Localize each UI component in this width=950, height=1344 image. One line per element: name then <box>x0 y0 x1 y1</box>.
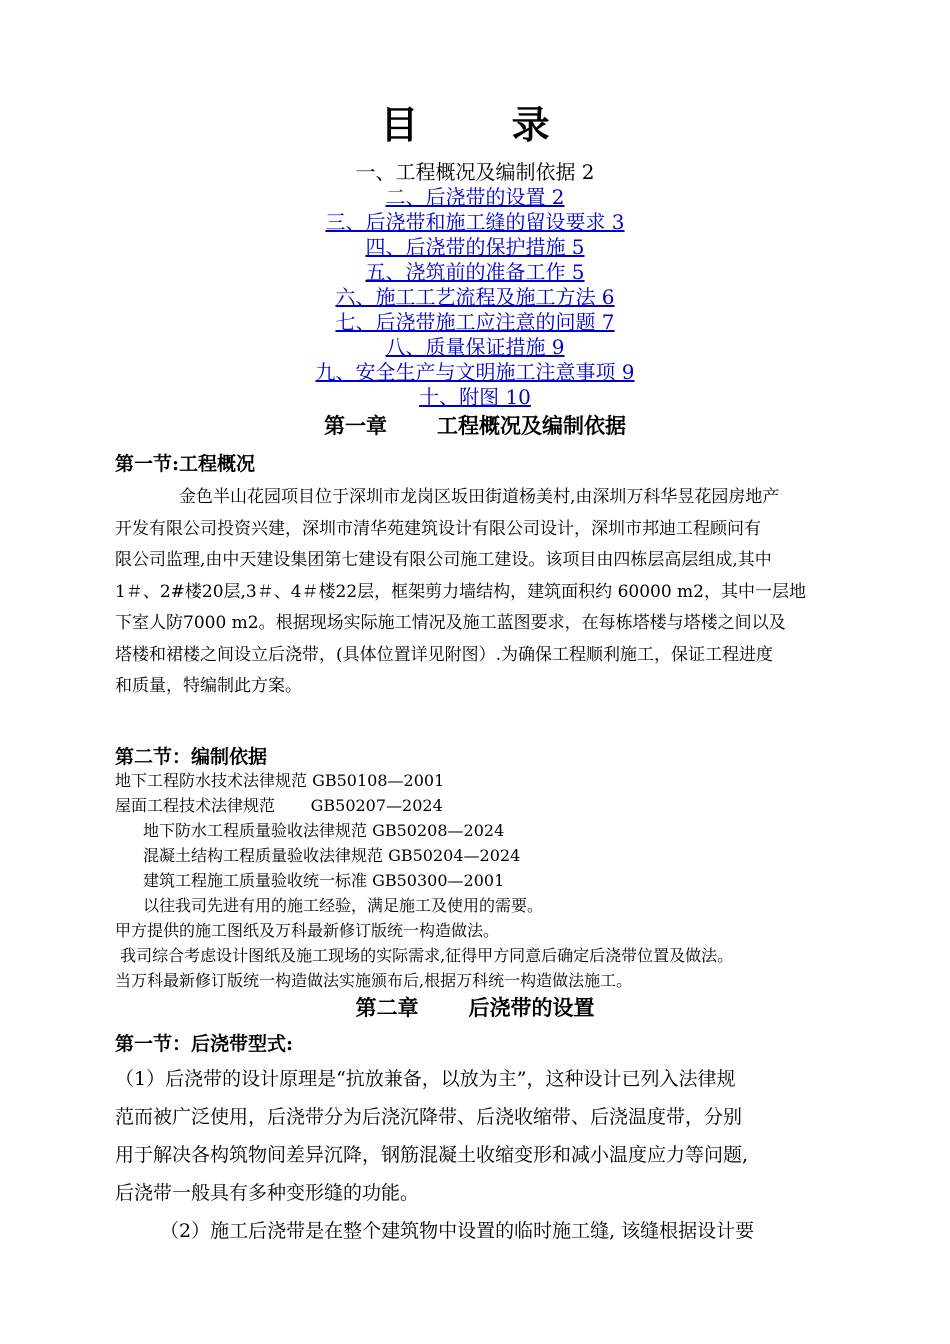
section-heading: 第一节：后浇带型式: <box>115 1033 294 1055</box>
basis-item: 我司综合考虑设计图纸及施工现场的实际需求,征得甲方同意后确定后浇带位置及做法。 <box>115 946 734 965</box>
basis-item: 当万科最新修订版统一构造做法实施颁布后,根据万科统一构造做法施工。 <box>115 971 633 990</box>
paragraph-line: 限公司监理,由中天建设集团第七建设有限公司施工建设。该项目由四栋层高层组成,其中 <box>115 550 772 570</box>
toc-link[interactable]: 五、浇筑前的准备工作 5 <box>365 260 585 284</box>
toc-link[interactable]: 二、后浇带的设置 2 <box>385 185 565 209</box>
paragraph-line: 范而被广泛使用，后浇带分为后浇沉降带、后浇收缩带、后浇温度带，分别 <box>115 1106 743 1128</box>
paragraph-line: 金色半山花园项目位于深圳市龙岗区坂田街道杨美村,由深圳万科华昱花园房地产 <box>179 487 780 507</box>
overview-paragraph <box>115 482 860 703</box>
paragraph-line: 1＃、2#楼20层,3＃、4＃楼22层，框架剪力墙结构，建筑面积约 60000 m2，其中一层地 <box>115 581 806 602</box>
paragraph-line: 和质量，特编制此方案。 <box>115 676 302 696</box>
chapter-title: 工程概况及编制依据 <box>437 413 626 438</box>
basis-item: 屋面工程技术法律规范 GB50207—2024 <box>115 796 443 815</box>
toc-link[interactable]: 八、质量保证措施 9 <box>385 335 565 359</box>
basis-item: 地下防水工程质量验收法律规范 GB50208—2024 <box>143 821 505 840</box>
toc-link[interactable]: 九、安全生产与文明施工注意事项 9 <box>315 360 635 384</box>
toc-item[interactable]: 一、工程概况及编制依据 2 <box>355 160 595 184</box>
paragraph-line: 塔楼和裙楼之间设立后浇带，(具体位置详见附图）.为确保工程顺利施工，保证工程进度 <box>115 644 774 665</box>
paragraph-line: 后浇带一般具有多种变形缝的功能。 <box>115 1182 420 1204</box>
chapter-number: 第二章 <box>355 995 419 1020</box>
chapter-title: 后浇带的设置 <box>468 995 595 1020</box>
chapter-number: 第一章 <box>324 413 387 438</box>
paragraph-line: 下室人防7000 m2。根据现场实际施工情况及施工蓝图要求，在每栋塔楼与塔楼之间以及 <box>115 613 786 633</box>
toc-link[interactable]: 三、后浇带和施工缝的留设要求 3 <box>325 210 625 234</box>
section-heading: 第一节:工程概况 <box>115 453 256 475</box>
chapter-heading <box>0 410 950 440</box>
paragraph-line: 开发有限公司投资兴建，深圳市清华苑建筑设计有限公司设计，深圳市邦迪工程顾问有 <box>115 518 761 539</box>
paragraph-line: （1）后浇带的设计原理是“抗放兼备，以放为主”，这种设计已列入法律规 <box>115 1068 736 1090</box>
toc-link[interactable]: 六、施工工艺流程及施工方法 6 <box>335 285 615 309</box>
basis-item: 混凝土结构工程质量验收法律规范 GB50204—2024 <box>143 846 521 865</box>
section-heading: 第二节：编制依据 <box>115 746 268 768</box>
toc-title: 目 录 <box>380 102 590 147</box>
rationale-paragraph <box>115 1060 865 1250</box>
toc-link[interactable]: 四、后浇带的保护措施 5 <box>365 235 585 259</box>
paragraph-line: （2）施工后浇带是在整个建筑物中设置的临时施工缝, 该缝根据设计要 <box>160 1220 755 1242</box>
basis-item: 地下工程防水技术法律规范 GB50108—2001 <box>115 771 445 790</box>
chapter-heading <box>0 992 950 1022</box>
basis-item: 以往我司先进有用的施工经验，满足施工及使用的需要。 <box>143 896 544 915</box>
table-of-contents <box>0 160 950 410</box>
toc-link[interactable]: 十、附图 10 <box>419 385 531 409</box>
basis-item: 甲方提供的施工图纸及万科最新修订版统一构造做法。 <box>115 921 500 940</box>
basis-item: 建筑工程施工质量验收统一标准 GB50300—2001 <box>143 871 505 890</box>
paragraph-line: 用于解决各构筑物间差异沉降，钢筋混凝土收缩变形和减小温度应力等问题, <box>115 1144 749 1166</box>
toc-link[interactable]: 七、后浇带施工应注意的问题 7 <box>335 310 615 334</box>
